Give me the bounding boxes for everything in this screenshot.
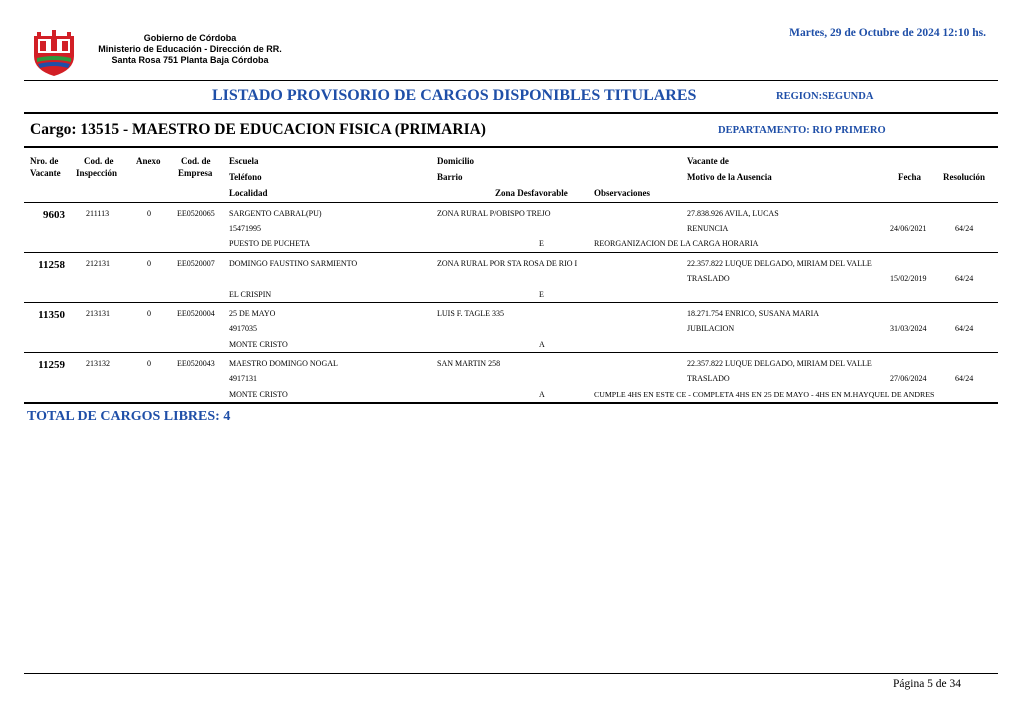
col-nro-vacante-1: Nro. de [30, 156, 59, 166]
fecha-value: 31/03/2024 [890, 324, 927, 333]
col-nro-vacante-2: Vacante [30, 168, 61, 178]
zona-value: A [539, 390, 545, 399]
report-datetime: Martes, 29 de Octubre de 2024 12:10 hs. [789, 27, 986, 39]
cargo-divider [24, 146, 998, 148]
region-label: REGION:SEGUNDA [776, 91, 874, 102]
vacante-de-value: 22.357.822 LUQUE DELGADO, MIRIAM DEL VALLE [687, 359, 872, 368]
fecha-value: 27/06/2024 [890, 374, 927, 383]
header-divider [24, 80, 998, 81]
empresa-code: EE0520043 [177, 359, 215, 368]
col-domicilio: Domicilio [437, 156, 474, 166]
empresa-code: EE0520065 [177, 209, 215, 218]
vacante-de-value: 27.838.926 AVILA, LUCAS [687, 209, 779, 218]
domicilio-value: ZONA RURAL P/OBISPO TREJO [437, 209, 551, 218]
empresa-code: EE0520007 [177, 259, 215, 268]
vacante-de-value: 18.271.754 ENRICO, SUSANA MARIA [687, 309, 820, 318]
vacante-number: 9603 [43, 209, 65, 221]
org-address: Santa Rosa 751 Planta Baja Córdoba [111, 55, 269, 65]
table-bottom-divider [24, 402, 998, 404]
vacante-de-value: 22.357.822 LUQUE DELGADO, MIRIAM DEL VALLE [687, 259, 872, 268]
localidad-value: PUESTO DE PUCHETA [229, 239, 310, 248]
anexo-value: 0 [147, 209, 151, 218]
total-cargos-libres: TOTAL DE CARGOS LIBRES: 4 [27, 409, 231, 424]
escuela-name: MAESTRO DOMINGO NOGAL [229, 359, 338, 368]
cargo-heading: Cargo: 13515 - MAESTRO DE EDUCACION FISICA (PRIMARIA) [30, 121, 486, 138]
empresa-code: EE0520004 [177, 309, 215, 318]
col-observaciones: Observaciones [594, 188, 650, 198]
localidad-value: EL CRISPIN [229, 290, 272, 299]
col-inspeccion-2: Inspección [76, 168, 118, 178]
cordoba-coat-of-arms-icon [28, 26, 80, 78]
inspeccion-code: 213132 [86, 359, 110, 368]
domicilio-value: SAN MARTIN 258 [437, 359, 501, 368]
inspeccion-code: 211113 [86, 209, 110, 218]
col-barrio: Barrio [437, 172, 463, 182]
escuela-name: 25 DE MAYO [229, 309, 276, 318]
escuela-name: SARGENTO CABRAL(PU) [229, 209, 322, 218]
inspeccion-code: 213131 [86, 309, 110, 318]
vacante-number: 11350 [38, 309, 65, 321]
telefono-value: 15471995 [229, 224, 261, 233]
col-anexo: Anexo [136, 156, 161, 166]
page-title: LISTADO PROVISORIO DE CARGOS DISPONIBLES TITULARES [212, 87, 697, 104]
vacante-number: 11258 [38, 259, 65, 271]
resolucion-value: 64/24 [955, 374, 974, 383]
resolucion-value: 64/24 [955, 274, 974, 283]
col-escuela: Escuela [229, 156, 259, 166]
motivo-value: RENUNCIA [687, 224, 729, 233]
localidad-value: MONTE CRISTO [229, 340, 288, 349]
col-vacante-de: Vacante de [687, 156, 729, 166]
vacante-number: 11259 [38, 359, 65, 371]
anexo-value: 0 [147, 359, 151, 368]
anexo-value: 0 [147, 259, 151, 268]
resolucion-value: 64/24 [955, 224, 974, 233]
fecha-value: 24/06/2021 [890, 224, 927, 233]
col-inspeccion-1: Cod. de [84, 156, 114, 166]
motivo-value: JUBILACION [687, 324, 735, 333]
row-divider [24, 352, 998, 353]
motivo-value: TRASLADO [687, 374, 730, 383]
localidad-value: MONTE CRISTO [229, 390, 288, 399]
zona-value: E [539, 239, 544, 248]
observaciones-value: CUMPLE 4HS EN ESTE CE - COMPLETA 4HS EN 25 DE MAYO - 4HS EN M.HAYQUEL DE ANDRES [594, 390, 935, 399]
domicilio-value: ZONA RURAL POR STA ROSA DE RIO I [437, 259, 578, 268]
col-motivo: Motivo de la Ausencia [687, 172, 772, 182]
col-localidad: Localidad [229, 188, 268, 198]
escuela-name: DOMINGO FAUSTINO SARMIENTO [229, 259, 358, 268]
observaciones-value: REORGANIZACION DE LA CARGA HORARIA [594, 239, 759, 248]
zona-value: E [539, 290, 544, 299]
title-divider [24, 112, 998, 114]
anexo-value: 0 [147, 309, 151, 318]
footer-divider [24, 673, 998, 674]
col-telefono: Teléfono [229, 172, 262, 182]
row-divider [24, 252, 998, 253]
col-zona-desfavorable: Zona Desfavorable [495, 188, 568, 198]
header-row-divider [24, 202, 998, 203]
zona-value: A [539, 340, 545, 349]
col-fecha: Fecha [898, 172, 921, 182]
departamento-label: DEPARTAMENTO: RIO PRIMERO [718, 125, 886, 136]
col-empresa-1: Cod. de [181, 156, 211, 166]
resolucion-value: 64/24 [955, 324, 974, 333]
inspeccion-code: 212131 [86, 259, 110, 268]
domicilio-value: LUIS F. TAGLE 335 [437, 309, 505, 318]
col-resolucion: Resolución [943, 172, 986, 182]
motivo-value: TRASLADO [687, 274, 730, 283]
page-number: Página 5 de 34 [893, 678, 962, 690]
telefono-value: 4917035 [229, 324, 257, 333]
org-name: Gobierno de Córdoba [143, 33, 237, 43]
col-empresa-2: Empresa [178, 168, 213, 178]
row-divider [24, 302, 998, 303]
fecha-value: 15/02/2019 [890, 274, 927, 283]
telefono-value: 4917131 [229, 374, 257, 383]
org-department: Ministerio de Educación - Dirección de RR. [98, 44, 282, 54]
